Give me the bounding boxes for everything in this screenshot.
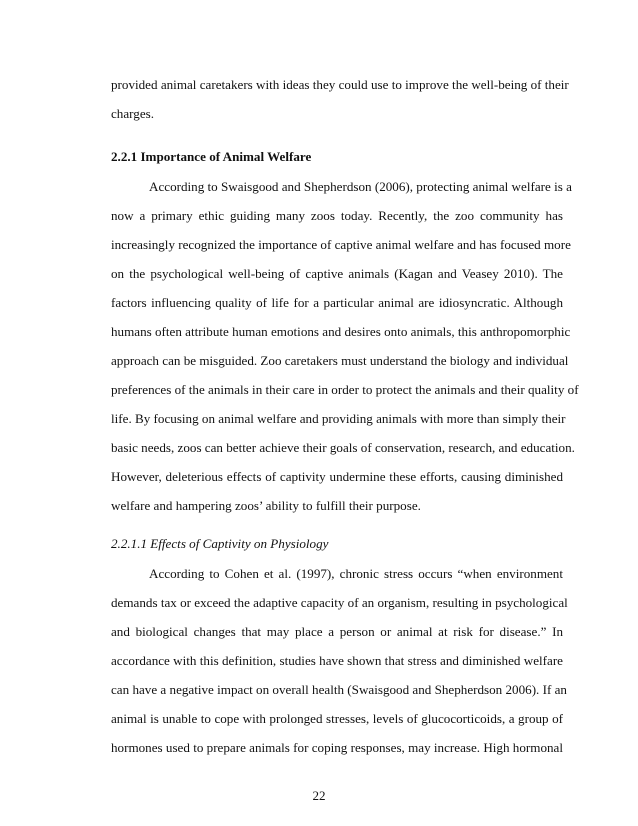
section-heading: 2.2.1 Importance of Animal Welfare <box>111 149 312 164</box>
body-text-line: on the psychological well-being of captive animals (Kagan and Veasey 2010). The <box>111 266 563 281</box>
body-text-line: increasingly recognized the importance of captive animal welfare and has focused more <box>111 237 571 252</box>
body-text-line: humans often attribute human emotions and desires onto animals, this anthropomorphic <box>111 324 571 339</box>
subsection-heading: 2.2.1.1 Effects of Captivity on Physiology <box>111 536 329 551</box>
body-text-line: According to Cohen et al. (1997), chronic stress occurs “when environment <box>149 566 563 581</box>
body-text-line: approach can be misguided. Zoo caretakers must understand the biology and individual <box>111 353 569 368</box>
body-text-line: However, deleterious effects of captivity undermine these efforts, causing diminished <box>111 469 563 484</box>
body-text-line: life. By focusing on animal welfare and providing animals with more than simply their <box>111 411 566 426</box>
body-text-line: provided animal caretakers with ideas they could use to improve the well-being of their <box>111 77 569 92</box>
body-text-line: welfare and hampering zoos’ ability to fulfill their purpose. <box>111 498 421 513</box>
body-text-line: preferences of the animals in their care in order to protect the animals and their quality of <box>111 382 579 397</box>
body-text-line: animal is unable to cope with prolonged stresses, levels of glucocorticoids, a group of <box>111 711 563 726</box>
body-text-line: According to Swaisgood and Shepherdson (2006), protecting animal welfare is a <box>149 179 572 194</box>
body-text-line: hormones used to prepare animals for coping responses, may increase. High hormonal <box>111 740 563 755</box>
body-text-line: accordance with this definition, studies have shown that stress and diminished welfare <box>111 653 563 668</box>
body-text-line: now a primary ethic guiding many zoos today. Recently, the zoo community has <box>111 208 563 223</box>
body-text-line: can have a negative impact on overall health (Swaisgood and Shepherdson 2006). If an <box>111 682 567 697</box>
body-text-line: and biological changes that may place a person or animal at risk for disease.” In <box>111 624 563 639</box>
body-text-line: demands tax or exceed the adaptive capacity of an organism, resulting in psychological <box>111 595 568 610</box>
page-number: 22 <box>312 788 326 803</box>
body-text-line: factors influencing quality of life for a particular animal are idiosyncratic. Although <box>111 295 563 310</box>
body-text-line: basic needs, zoos can better achieve their goals of conservation, research, and education. <box>111 440 575 455</box>
body-text-line: charges. <box>111 106 155 121</box>
